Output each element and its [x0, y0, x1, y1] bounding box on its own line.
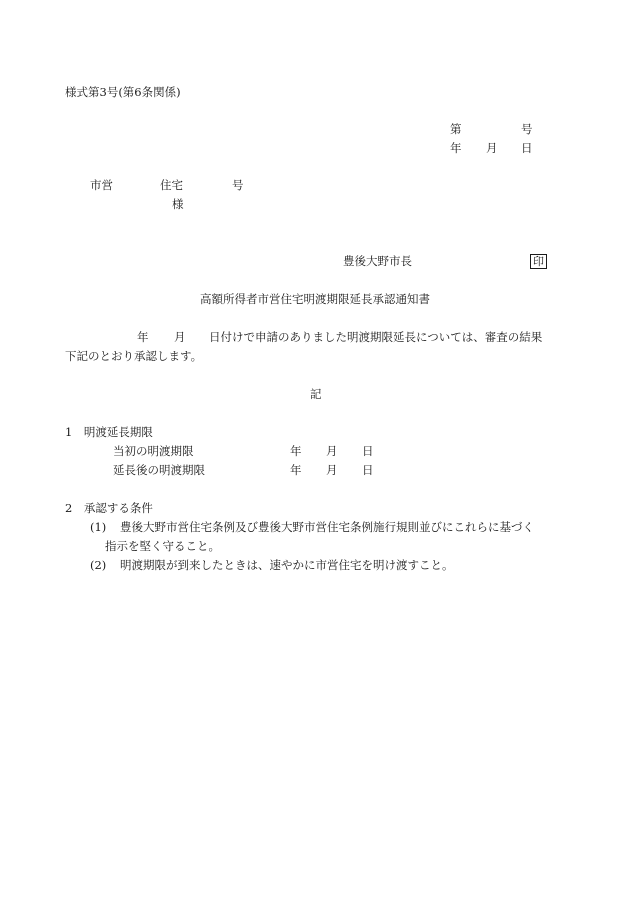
condition1-line2: 指示を堅く守ること。	[105, 539, 220, 553]
extended-deadline-day: 日	[362, 463, 374, 477]
original-deadline-year: 年	[290, 444, 302, 458]
condition2-text: 明渡期限が到来したときは、速やかに市営住宅を明け渡すこと。	[120, 558, 454, 572]
original-deadline-day: 日	[362, 444, 374, 458]
document-title: 高額所得者市営住宅明渡期限延長承認通知書	[200, 292, 430, 306]
body-month: 月	[174, 330, 186, 344]
date-month: 月	[486, 141, 498, 155]
extended-deadline-month: 月	[326, 463, 338, 477]
body-year: 年	[137, 330, 149, 344]
original-deadline-label: 当初の明渡期限	[113, 444, 194, 458]
issuer-name: 豊後大野市長	[343, 254, 412, 268]
doc-number-prefix: 第	[450, 122, 462, 136]
recipient-honorific: 様	[172, 197, 184, 211]
date-year: 年	[450, 141, 462, 155]
extended-deadline-label: 延長後の明渡期限	[113, 463, 205, 477]
condition1-number: (1)	[90, 520, 107, 534]
body-line2: 下記のとおり承認します。	[65, 349, 203, 363]
condition1-line1: 豊後大野市営住宅条例及び豊後大野市営住宅条例施行規則並びにこれらに基づく	[120, 520, 534, 534]
body-line1: 日付けで申請のありました明渡期限延長については、審査の結果	[209, 330, 543, 344]
ki-marker: 記	[310, 387, 322, 401]
original-deadline-month: 月	[326, 444, 338, 458]
form-label: 様式第3号(第6条関係)	[65, 85, 181, 99]
doc-number-suffix: 号	[521, 122, 533, 136]
section2-heading: 2 承認する条件	[65, 501, 153, 515]
condition2-number: (2)	[90, 558, 107, 572]
date-day: 日	[521, 141, 533, 155]
section1-heading: 1 明渡延長期限	[65, 425, 153, 439]
seal-mark: 印	[530, 254, 547, 269]
recipient-housing-mid: 住宅	[160, 178, 183, 192]
extended-deadline-year: 年	[290, 463, 302, 477]
recipient-housing-prefix: 市営	[90, 178, 113, 192]
recipient-housing-suffix: 号	[232, 178, 244, 192]
